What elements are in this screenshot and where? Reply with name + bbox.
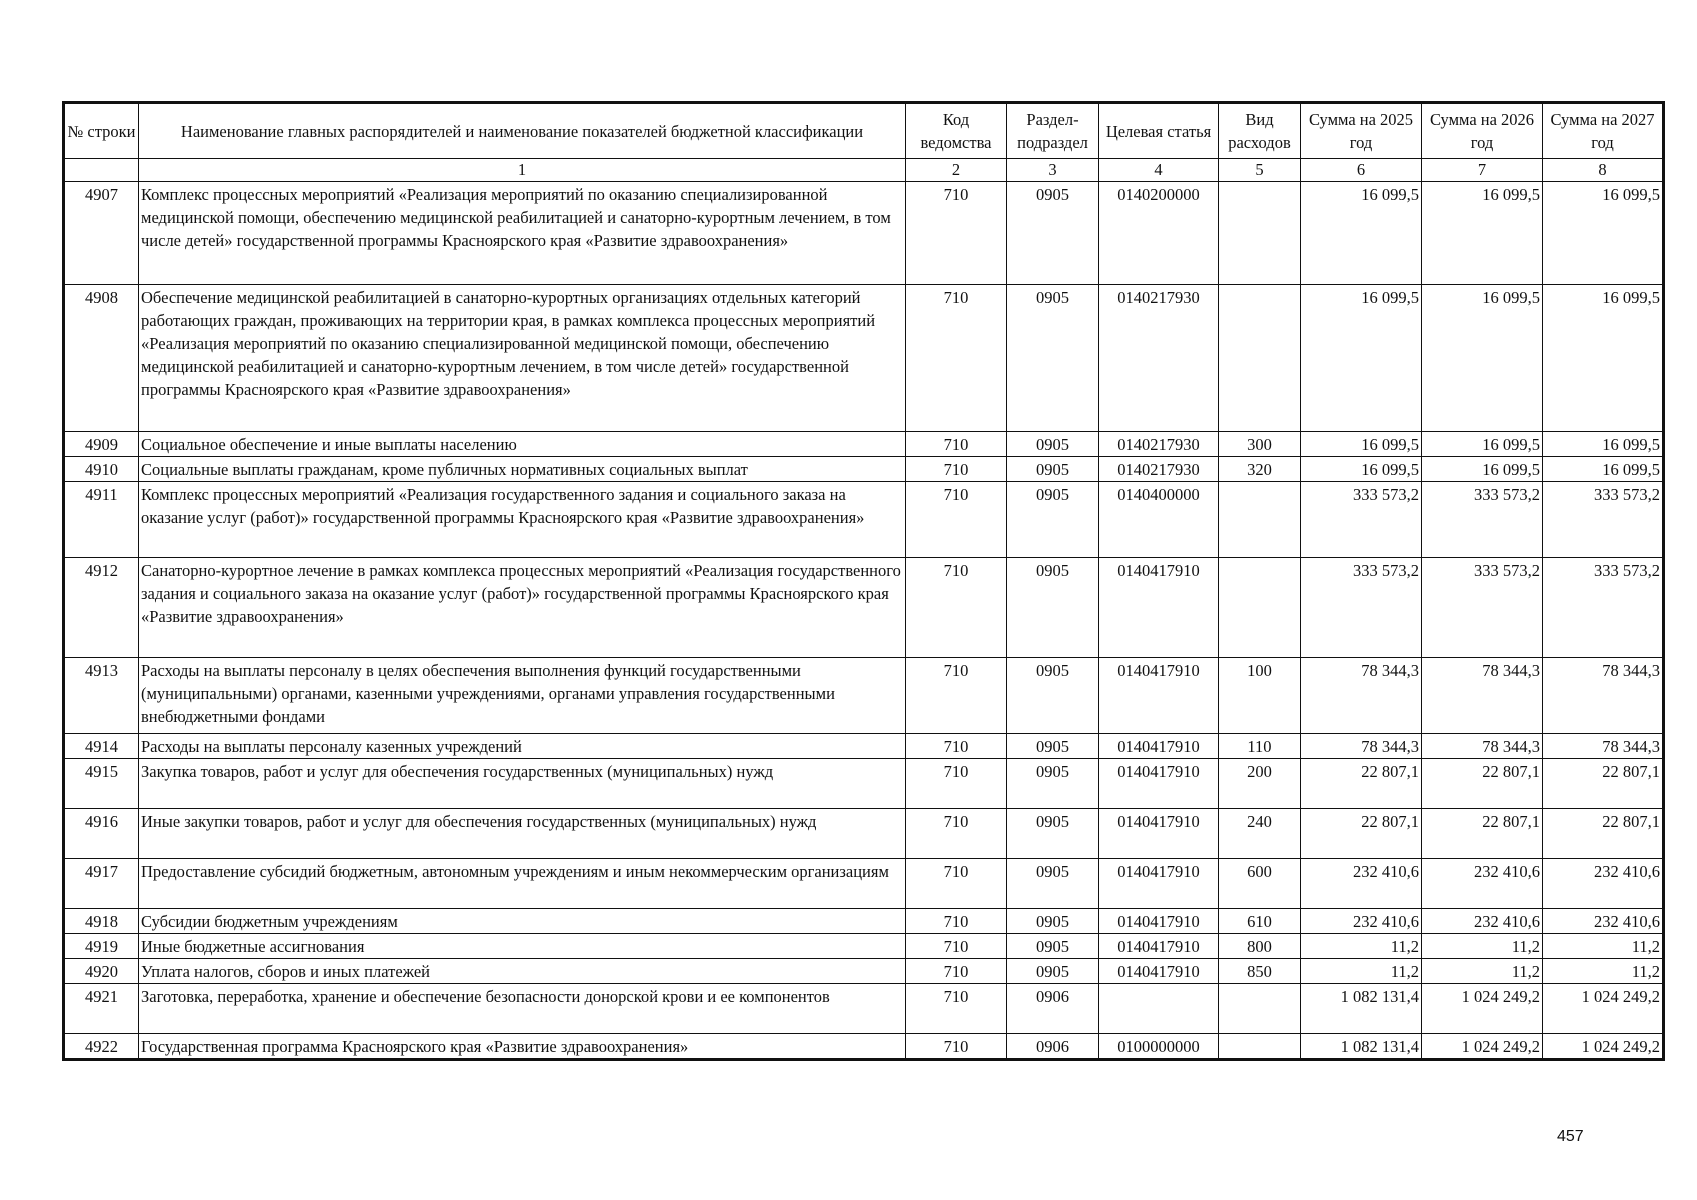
row-sum-2025: 16 099,5 [1301,457,1422,482]
column-number: 3 [1007,159,1099,182]
row-name: Иные бюджетные ассигнования [139,934,906,959]
row-target: 0140217930 [1099,457,1219,482]
row-number: 4912 [64,558,139,658]
row-dept-code: 710 [906,809,1007,859]
row-sum-2026: 16 099,5 [1422,457,1543,482]
table-row [64,182,1664,285]
row-name: Комплекс процессных мероприятий «Реализация государственного задания и социального заказа на оказание услуг (работ)» государственной программы Красноярского края «Развитие здравоохранения» [139,482,906,558]
row-expense-type: 320 [1219,457,1301,482]
row-sum-2025: 232 410,6 [1301,909,1422,934]
row-section: 0905 [1007,658,1099,734]
row-sum-2027: 333 573,2 [1543,558,1664,658]
row-number: 4918 [64,909,139,934]
header-section: Раздел-подраздел [1007,103,1099,159]
row-sum-2027: 11,2 [1543,959,1664,984]
header-name: Наименование главных распорядителей и наименование показателей бюджетной классификации [139,103,906,159]
row-target: 0140400000 [1099,482,1219,558]
row-sum-2026: 78 344,3 [1422,734,1543,759]
table-row [64,909,1664,934]
table-row [64,959,1664,984]
row-target: 0140217930 [1099,285,1219,432]
table-row [64,558,1664,658]
table-row [64,658,1664,734]
row-section: 0905 [1007,809,1099,859]
column-number: 2 [906,159,1007,182]
header-row-no: № строки [64,103,139,159]
row-target: 0100000000 [1099,1034,1219,1060]
row-number: 4920 [64,959,139,984]
row-name: Предоставление субсидий бюджетным, автономным учреждениям и иным некоммерческим организациям [139,859,906,909]
row-sum-2026: 78 344,3 [1422,658,1543,734]
row-sum-2026: 22 807,1 [1422,759,1543,809]
header-row [64,103,1664,159]
row-dept-code: 710 [906,959,1007,984]
row-sum-2025: 78 344,3 [1301,734,1422,759]
row-name: Государственная программа Красноярского края «Развитие здравоохранения» [139,1034,906,1060]
table-row [64,482,1664,558]
row-expense-type: 200 [1219,759,1301,809]
table-row [64,934,1664,959]
row-sum-2025: 22 807,1 [1301,759,1422,809]
row-sum-2026: 11,2 [1422,934,1543,959]
row-dept-code: 710 [906,285,1007,432]
row-name: Комплекс процессных мероприятий «Реализация мероприятий по оказанию специализированной медицинской помощи, обеспечению медицинской реабилитацией и санаторно-курортным лечением, в том числе детей» государственной программы Красноярского края «Развитие здравоохранения» [139,182,906,285]
row-expense-type: 100 [1219,658,1301,734]
row-expense-type: 300 [1219,432,1301,457]
row-expense-type [1219,285,1301,432]
row-expense-type [1219,182,1301,285]
row-sum-2026: 16 099,5 [1422,432,1543,457]
row-name: Расходы на выплаты персоналу в целях обеспечения выполнения функций государственными (муниципальными) органами, казенными учреждениями, органами управления государственными внебюджетными фондами [139,658,906,734]
row-dept-code: 710 [906,432,1007,457]
row-name: Обеспечение медицинской реабилитацией в санаторно-курортных организациях отдельных категорий работающих граждан, проживающих на территории края, в рамках комплекса процессных мероприятий «Реализация мероприятий по оказанию специализированной медицинской помощи, обеспечению медицинской реабилитацией и санаторно-курортным лечением, в том числе детей» государственной программы Красноярского края «Развитие здравоохранения» [139,285,906,432]
row-section: 0905 [1007,959,1099,984]
row-dept-code: 710 [906,759,1007,809]
column-number: 6 [1301,159,1422,182]
row-sum-2027: 1 024 249,2 [1543,984,1664,1034]
row-sum-2026: 1 024 249,2 [1422,984,1543,1034]
row-sum-2025: 16 099,5 [1301,432,1422,457]
row-section: 0906 [1007,1034,1099,1060]
row-dept-code: 710 [906,457,1007,482]
row-sum-2027: 22 807,1 [1543,809,1664,859]
row-dept-code: 710 [906,859,1007,909]
row-sum-2025: 16 099,5 [1301,182,1422,285]
header-dept-code: Код ведомства [906,103,1007,159]
row-target [1099,984,1219,1034]
table-row [64,759,1664,809]
row-expense-type [1219,1034,1301,1060]
row-sum-2027: 11,2 [1543,934,1664,959]
row-number: 4908 [64,285,139,432]
budget-table-container [62,101,1665,1061]
row-number: 4917 [64,859,139,909]
row-dept-code: 710 [906,1034,1007,1060]
row-target: 0140217930 [1099,432,1219,457]
row-name: Социальное обеспечение и иные выплаты населению [139,432,906,457]
row-sum-2026: 16 099,5 [1422,285,1543,432]
row-target: 0140417910 [1099,859,1219,909]
column-number: 1 [139,159,906,182]
row-sum-2027: 333 573,2 [1543,482,1664,558]
column-number [64,159,139,182]
row-number: 4922 [64,1034,139,1060]
row-dept-code: 710 [906,934,1007,959]
row-number: 4910 [64,457,139,482]
row-sum-2026: 232 410,6 [1422,909,1543,934]
row-name: Социальные выплаты гражданам, кроме публичных нормативных социальных выплат [139,457,906,482]
header-sum-2026: Сумма на 2026 год [1422,103,1543,159]
row-expense-type: 800 [1219,934,1301,959]
row-section: 0905 [1007,859,1099,909]
row-number: 4907 [64,182,139,285]
row-sum-2025: 78 344,3 [1301,658,1422,734]
table-row [64,859,1664,909]
table-row [64,809,1664,859]
row-sum-2026: 333 573,2 [1422,558,1543,658]
row-sum-2025: 333 573,2 [1301,558,1422,658]
row-sum-2026: 11,2 [1422,959,1543,984]
table-row [64,734,1664,759]
row-section: 0905 [1007,734,1099,759]
row-sum-2025: 1 082 131,4 [1301,1034,1422,1060]
row-section: 0905 [1007,482,1099,558]
row-number: 4915 [64,759,139,809]
row-sum-2025: 22 807,1 [1301,809,1422,859]
row-sum-2027: 16 099,5 [1543,432,1664,457]
row-number: 4911 [64,482,139,558]
row-sum-2025: 11,2 [1301,934,1422,959]
row-dept-code: 710 [906,182,1007,285]
table-row [64,457,1664,482]
row-sum-2026: 333 573,2 [1422,482,1543,558]
row-name: Уплата налогов, сборов и иных платежей [139,959,906,984]
row-dept-code: 710 [906,984,1007,1034]
row-sum-2027: 232 410,6 [1543,909,1664,934]
row-target: 0140417910 [1099,909,1219,934]
row-sum-2027: 1 024 249,2 [1543,1034,1664,1060]
row-expense-type: 240 [1219,809,1301,859]
column-number: 4 [1099,159,1219,182]
row-sum-2025: 11,2 [1301,959,1422,984]
row-section: 0905 [1007,558,1099,658]
header-sum-2027: Сумма на 2027 год [1543,103,1664,159]
table-row [64,432,1664,457]
row-section: 0905 [1007,432,1099,457]
row-name: Расходы на выплаты персоналу казенных учреждений [139,734,906,759]
row-target: 0140417910 [1099,959,1219,984]
table-row [64,285,1664,432]
row-sum-2027: 16 099,5 [1543,457,1664,482]
page-number: 457 [1557,1128,1584,1145]
column-number: 8 [1543,159,1664,182]
table-row [64,1034,1664,1060]
table-body [64,182,1664,1060]
header-sum-2025: Сумма на 2025 год [1301,103,1422,159]
row-sum-2025: 1 082 131,4 [1301,984,1422,1034]
row-target: 0140417910 [1099,809,1219,859]
row-sum-2027: 78 344,3 [1543,658,1664,734]
row-expense-type [1219,984,1301,1034]
row-section: 0906 [1007,984,1099,1034]
row-sum-2027: 22 807,1 [1543,759,1664,809]
row-section: 0905 [1007,457,1099,482]
row-sum-2027: 16 099,5 [1543,182,1664,285]
row-expense-type [1219,558,1301,658]
row-number: 4914 [64,734,139,759]
row-section: 0905 [1007,285,1099,432]
row-number: 4913 [64,658,139,734]
row-sum-2026: 16 099,5 [1422,182,1543,285]
table-row [64,984,1664,1034]
budget-table [62,101,1665,1061]
row-expense-type: 610 [1219,909,1301,934]
row-section: 0905 [1007,182,1099,285]
row-expense-type: 600 [1219,859,1301,909]
row-target: 0140417910 [1099,658,1219,734]
row-target: 0140417910 [1099,734,1219,759]
row-number: 4916 [64,809,139,859]
row-number: 4919 [64,934,139,959]
column-number-row [64,159,1664,182]
header-target: Целевая статья [1099,103,1219,159]
row-sum-2026: 1 024 249,2 [1422,1034,1543,1060]
row-name: Субсидии бюджетным учреждениям [139,909,906,934]
row-dept-code: 710 [906,558,1007,658]
row-sum-2027: 78 344,3 [1543,734,1664,759]
row-number: 4909 [64,432,139,457]
row-dept-code: 710 [906,909,1007,934]
row-dept-code: 710 [906,734,1007,759]
row-sum-2025: 232 410,6 [1301,859,1422,909]
row-name: Заготовка, переработка, хранение и обеспечение безопасности донорской крови и ее компонентов [139,984,906,1034]
row-section: 0905 [1007,759,1099,809]
row-sum-2026: 22 807,1 [1422,809,1543,859]
row-sum-2027: 232 410,6 [1543,859,1664,909]
column-number: 7 [1422,159,1543,182]
row-sum-2027: 16 099,5 [1543,285,1664,432]
row-number: 4921 [64,984,139,1034]
row-dept-code: 710 [906,482,1007,558]
row-name: Иные закупки товаров, работ и услуг для обеспечения государственных (муниципальных) нужд [139,809,906,859]
row-section: 0905 [1007,909,1099,934]
row-dept-code: 710 [906,658,1007,734]
row-target: 0140417910 [1099,759,1219,809]
row-sum-2026: 232 410,6 [1422,859,1543,909]
row-section: 0905 [1007,934,1099,959]
row-name: Санаторно-курортное лечение в рамках комплекса процессных мероприятий «Реализация государственного задания и социального заказа на оказание услуг (работ)» государственной программы Красноярского края «Развитие здравоохранения» [139,558,906,658]
row-target: 0140200000 [1099,182,1219,285]
row-expense-type [1219,482,1301,558]
row-expense-type: 110 [1219,734,1301,759]
row-expense-type: 850 [1219,959,1301,984]
column-number: 5 [1219,159,1301,182]
header-expense-type: Вид расходов [1219,103,1301,159]
row-sum-2025: 333 573,2 [1301,482,1422,558]
row-sum-2025: 16 099,5 [1301,285,1422,432]
row-target: 0140417910 [1099,558,1219,658]
row-target: 0140417910 [1099,934,1219,959]
row-name: Закупка товаров, работ и услуг для обеспечения государственных (муниципальных) нужд [139,759,906,809]
